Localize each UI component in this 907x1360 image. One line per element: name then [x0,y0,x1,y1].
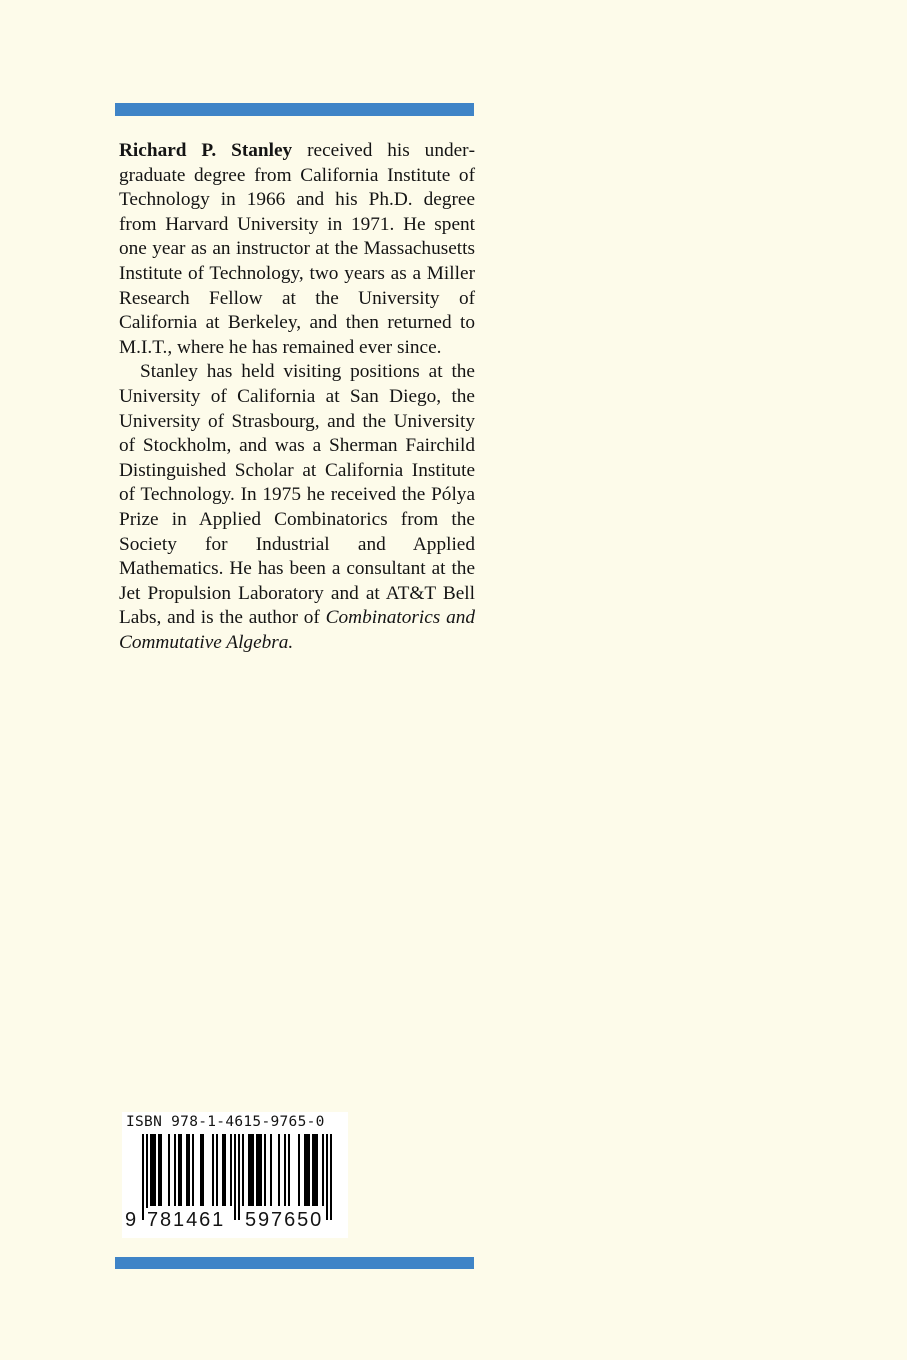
barcode-bar [278,1134,280,1206]
barcode-bar [212,1134,214,1206]
bottom-accent-rule [115,1257,474,1269]
author-name: Richard P. Stanley [119,140,293,161]
book-title: Combinatorics and Commutative Algebra. [119,607,475,653]
barcode-bar [238,1134,240,1220]
barcode-bar [216,1134,218,1206]
barcode-right-digits: 597650 [245,1209,324,1231]
barcode-bar [160,1134,162,1206]
barcode-bar [150,1134,152,1206]
barcode-bar [224,1134,226,1206]
barcode-bar [312,1134,314,1206]
barcode-bar [308,1134,310,1206]
bio-paragraph-1 [119,139,475,360]
barcode-bar [270,1134,272,1206]
barcode-bar [316,1134,318,1206]
barcode-bar [142,1134,144,1220]
bio-paragraph-2-text: Stanley has held visiting positions at the University of California at San Diego, the University of Strasbourg, and the University of Stockholm, and was a Sherman Fairchild Distinguished Scholar at California Institute of Technology. In 1975 he received the Pólya Prize in Applied Combinatorics from the Society for Industrial and Applied Mathematics. He has been a consultant at the Jet Propulsion Laboratory and at AT&T Bell Labs, and is the author of [119,361,475,629]
barcode-bar [192,1134,194,1206]
barcode-bar [152,1134,154,1206]
barcode-bar [188,1134,190,1206]
barcode-bar [154,1134,156,1206]
author-biography [119,139,475,655]
barcode-bar [242,1134,244,1206]
isbn-label: ISBN 978-1-4615-9765-0 [126,1114,325,1130]
barcode-bar [200,1134,202,1206]
barcode-bar [298,1134,300,1206]
barcode-bar [322,1134,324,1206]
barcode-bar [158,1134,160,1206]
isbn-barcode [122,1112,348,1238]
barcode-bar [178,1134,180,1206]
barcode-bar [284,1134,286,1206]
barcode-bar [180,1134,182,1206]
barcode-bar [314,1134,316,1206]
top-accent-rule [115,103,474,116]
barcode-bar [264,1134,266,1206]
barcode-bar [288,1134,290,1206]
bio-paragraph-1-text: received his undergraduate degree from California Institute of Technology in 1966 and his Ph.D. degree from Harvard University in 1971. He spent one year as an instructor at the Massachusetts Institute of Technology, two years as a Miller Research Fellow at the University of California at Berkeley, and then returned to M.I.T., where he has remained ever since. [119,140,475,358]
barcode-bar [222,1134,224,1206]
barcode-bar [258,1134,260,1206]
barcode-bar [306,1134,308,1206]
barcode-bar [326,1134,328,1220]
barcode-bar [252,1134,254,1206]
barcode-bar [174,1134,176,1206]
barcode-bar [186,1134,188,1206]
barcode-bar [202,1134,204,1206]
barcode-bar [234,1134,236,1220]
barcode-first-digit: 9 [125,1209,137,1231]
barcode-bar [168,1134,170,1206]
barcode-bar [330,1134,332,1220]
barcode-bar [248,1134,250,1206]
bio-paragraph-2 [119,360,475,655]
barcode-bar [304,1134,306,1206]
barcode-bar [250,1134,252,1206]
barcode-bar [260,1134,262,1206]
barcode-bar [230,1134,232,1206]
barcode-bar [256,1134,258,1206]
barcode-left-digits: 781461 [147,1209,226,1231]
